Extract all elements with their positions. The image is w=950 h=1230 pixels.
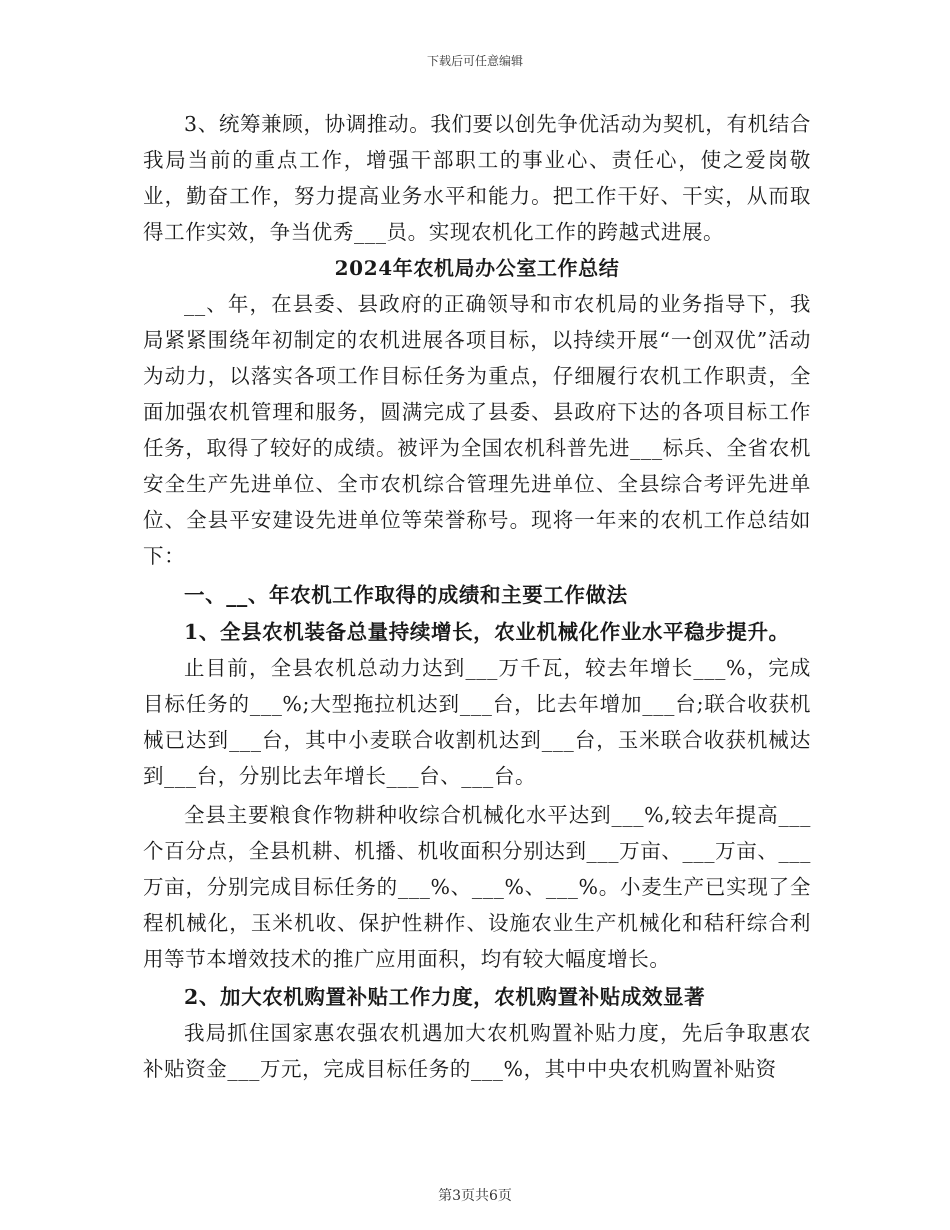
subsection-heading-subsidy: 2、加大农机购置补贴工作力度，农机购置补贴成效显著: [184, 985, 706, 1009]
paragraph-subsidy: 我局抓住国家惠农强农机遇加大农机购置补贴力度，先后争取惠农补贴资金___万元，完成目标任务的___%，其中中央农机购置补贴资: [143, 1021, 811, 1081]
section-heading-achievements: 一、__、年农机工作取得的成绩和主要工作做法: [184, 583, 628, 607]
paragraph-equipment-stats: 止目前，全县农机总动力达到___万千瓦，较去年增长___%，完成目标任务的___%;大型拖拉机达到___台，比去年增加___台;联合收获机械已达到___台，其中小麦联合收割机达到___台，玉米联合收获机械达到___台，分别比去年增长___台、___台。: [143, 656, 811, 788]
document-title: 2024年农机局办公室工作总结: [334, 256, 620, 280]
subsection-heading-equipment: 1、全县农机装备总量持续增长，农业机械化作业水平稳步提升。: [184, 620, 790, 644]
page-number-footer: 第3页共6页: [438, 1188, 512, 1204]
paragraph-mechanization-level: 全县主要粮食作物耕种收综合机械化水平达到___%,较去年提高___个百分点，全县机耕、机播、机收面积分别达到___万亩、___万亩、___万亩，分别完成目标任务的___%、___%、___%。小麦生产已实现了全程机械化，玉米机收、保护性耕作、设施农业生产机械化和秸秆综合利用等节本增效技术的推广应用面积，均有较大幅度增长。: [143, 803, 811, 971]
page-header-note: 下载后可任意编辑: [426, 54, 523, 68]
document-body: [143, 106, 811, 1087]
paragraph-overview: __、年，在县委、县政府的正确领导和市农机局的业务指导下，我局紧紧围绕年初制定的农机进展各项目标，以持续开展“一创双优”活动为动力，以落实各项工作目标任务为重点，仔细履行农机工作职责，全面加强农机管理和服务，圆满完成了县委、县政府下达的各项目标工作任务，取得了较好的成绩。被评为全国农机科普先进___标兵、全省农机安全生产先进单位、全市农机综合管理先进单位、全县综合考评先进单位、全县平安建设先进单位等荣誉称号。现将一年来的农机工作总结如下：: [143, 292, 811, 568]
paragraph-coordination: 3、统筹兼顾，协调推动。我们要以创先争优活动为契机，有机结合我局当前的重点工作，增强干部职工的事业心、责任心，使之爱岗敬业，勤奋工作，努力提高业务水平和能力。把工作干好、干实，从而取得工作实效，争当优秀___员。实现农机化工作的跨越式进展。: [143, 112, 811, 244]
